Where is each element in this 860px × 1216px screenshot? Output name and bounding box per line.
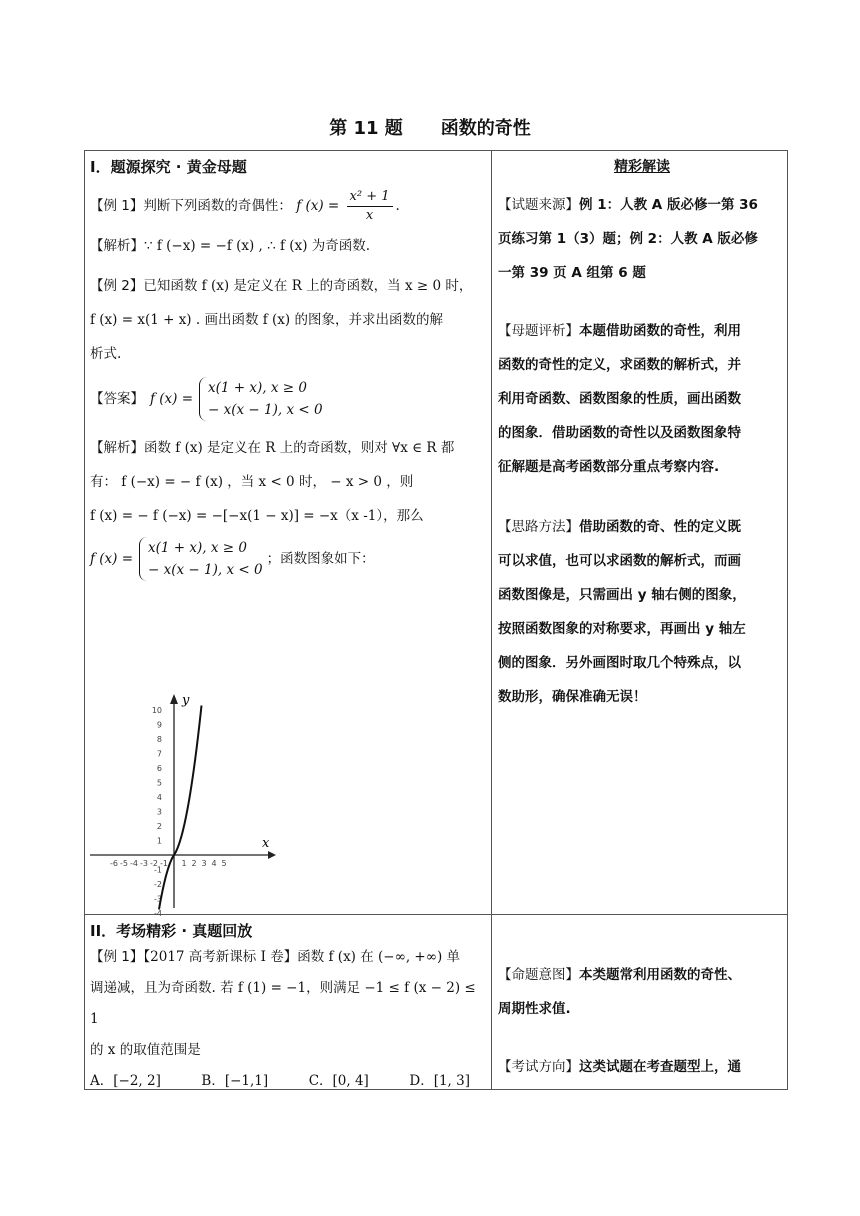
example2-line2: f (x) = x(1 + x) . 画出函数 f (x) 的图象，并求出函数的解 bbox=[90, 312, 443, 328]
title-topic: 函数的奇性 bbox=[440, 118, 531, 139]
review-line2: 函数的奇性的定义，求函数的解析式，并 bbox=[498, 357, 741, 373]
x-tick-label: -5 bbox=[120, 859, 128, 868]
exam-question bbox=[90, 942, 488, 1066]
analysis2 bbox=[90, 431, 488, 533]
exam-tag: 【例 1】 bbox=[90, 949, 144, 965]
analysis1-text: ∵ f (−x) = −f (x) , ∴ f (x) 为奇函数. bbox=[144, 238, 371, 254]
intent-block bbox=[498, 958, 786, 1026]
answer-piece-top: x(1 + x), x ≥ 0 bbox=[208, 380, 307, 396]
section1-left bbox=[90, 156, 488, 581]
method-line1: 借助函数的奇、性的定义既 bbox=[579, 519, 741, 535]
example1-fraction bbox=[347, 188, 393, 225]
x-tick-label: 3 bbox=[201, 859, 207, 868]
answer-options bbox=[90, 1066, 470, 1096]
method-tag: 【思路方法】 bbox=[498, 519, 579, 535]
example2-tag: 【例 2】 bbox=[90, 278, 144, 294]
analysis2-line3: f (x) = − f (−x) = −[−x(1 − x)] = −x（x -1），那么 bbox=[90, 508, 424, 524]
exam-line1: 函数 f (x) 在 (−∞, +∞) 单 bbox=[297, 949, 461, 965]
section2-header: II．考场精彩 · 真题回放 bbox=[90, 922, 253, 940]
method-line4: 按照函数图象的对称要求，再画出 y 轴左 bbox=[498, 621, 746, 637]
y-tick-label: 3 bbox=[156, 807, 162, 817]
answer-piecewise bbox=[199, 377, 323, 421]
example1: 【例 1】判断下列函数的奇偶性： f (x) = $\frac{\text{x² + 1}}{x}$ . bbox=[90, 189, 400, 223]
x-axis-arrow bbox=[268, 851, 276, 859]
intent-line2: 周期性求值. bbox=[498, 1001, 571, 1017]
analysis1 bbox=[90, 229, 488, 263]
review-tag: 【母题评析】 bbox=[498, 323, 579, 339]
x-tick-label: -3 bbox=[140, 859, 148, 868]
option-c[interactable]: C．[0, 4] bbox=[308, 1073, 369, 1089]
fraction-denominator: x bbox=[365, 208, 374, 223]
analysis1-tag: 【解析】 bbox=[90, 238, 144, 254]
y-tick-label: 5 bbox=[156, 778, 162, 788]
x-tick-label: -1 bbox=[160, 859, 168, 868]
intent-line1: 本类题常利用函数的奇性、 bbox=[579, 967, 741, 983]
review-line4: 的图象．借助函数的奇性以及函数图象特 bbox=[498, 425, 741, 441]
final-suffix: ；函数图象如下： bbox=[266, 551, 375, 567]
method-line6: 数助形，确保准确无误！ bbox=[498, 689, 647, 705]
y-tick-label: 7 bbox=[156, 749, 162, 759]
row-divider bbox=[84, 914, 788, 915]
final-piecewise bbox=[139, 537, 263, 581]
x-tick-label: 2 bbox=[191, 859, 197, 868]
exam-line2: 调递减，且为奇函数. 若 f (1) = −1，则满足 −1 ≤ f (x − 2) ≤ 1 bbox=[90, 980, 476, 1027]
example1-tag: 【例 1】 bbox=[90, 198, 144, 214]
review-block bbox=[498, 314, 786, 484]
final-piece-top: x(1 + x), x ≥ 0 bbox=[148, 540, 247, 556]
final-formula bbox=[90, 537, 488, 581]
page-title bbox=[0, 114, 860, 140]
example2 bbox=[90, 269, 488, 371]
y-tick-label: -4 bbox=[154, 909, 162, 918]
source-line2: 页练习第 1（3）题；例 2：人教 A 版必修 bbox=[498, 231, 758, 247]
y-tick-label: 10 bbox=[151, 706, 162, 715]
x-tick-label: -2 bbox=[150, 859, 158, 868]
answer bbox=[90, 377, 488, 421]
direction-block bbox=[498, 1050, 786, 1084]
x-tick-label: 5 bbox=[221, 859, 227, 868]
answer-lhs: f (x) = bbox=[150, 391, 194, 407]
exam-line3: 的 x 的取值范围是 bbox=[90, 1042, 201, 1058]
function-graph bbox=[90, 690, 280, 918]
source-block bbox=[498, 188, 786, 290]
method-line5: 侧的图象．另外画图时取几个特殊点，以 bbox=[498, 655, 741, 671]
final-piece-bottom: − x(x − 1), x < 0 bbox=[148, 562, 263, 578]
section2-right bbox=[498, 920, 786, 1084]
exam-source: 【2017 高考新课标 I 卷】 bbox=[143, 949, 298, 965]
y-tick-label: 8 bbox=[156, 735, 162, 744]
y-axis-arrow bbox=[170, 694, 178, 704]
direction-tag: 【考试方向】 bbox=[498, 1059, 579, 1075]
title-number: 第 11 题 bbox=[329, 118, 403, 139]
y-axis-label: y bbox=[182, 693, 190, 708]
x-tick-label: 4 bbox=[211, 859, 217, 868]
y-tick-label: 4 bbox=[156, 793, 162, 802]
source-line1: 例 1：人教 A 版必修一第 36 bbox=[579, 197, 758, 213]
y-tick-label: -2 bbox=[154, 880, 162, 889]
source-tag: 【试题来源】 bbox=[498, 197, 579, 213]
fraction-numerator: x² + 1 bbox=[347, 188, 393, 207]
analysis2-tag: 【解析】 bbox=[90, 440, 144, 456]
example2-line1: 已知函数 f (x) 是定义在 R 上的奇函数，当 x ≥ 0 时， bbox=[143, 278, 473, 294]
method-line2: 可以求值，也可以求函数的解析式，而画 bbox=[498, 553, 741, 569]
analysis2-line1: 函数 f (x) 是定义在 R 上的奇函数，则对 ∀x ∈ R 都 bbox=[144, 440, 455, 456]
x-tick-label: 1 bbox=[181, 859, 187, 868]
answer-tag: 【答案】 bbox=[90, 391, 144, 407]
y-tick-labels bbox=[152, 706, 162, 918]
review-line1: 本题借助函数的奇性，利用 bbox=[579, 323, 741, 339]
intent-tag: 【命题意图】 bbox=[498, 967, 579, 983]
source-line3: 一第 39 页 A 组第 6 题 bbox=[498, 265, 646, 281]
y-tick-label: 2 bbox=[156, 822, 162, 831]
x-tick-label: -6 bbox=[110, 859, 118, 868]
analysis2-line2: 有： f (−x) = − f (x) ，当 x < 0 时， − x > 0 ，则 bbox=[90, 474, 414, 490]
answer-piece-bottom: − x(x − 1), x < 0 bbox=[208, 402, 323, 418]
option-a[interactable]: A．[−2, 2] bbox=[90, 1073, 161, 1089]
y-tick-label: -1 bbox=[154, 865, 162, 875]
method-block bbox=[498, 510, 786, 714]
direction-line1: 这类试题在考查题型上，通 bbox=[579, 1059, 741, 1075]
option-b[interactable]: B．[−1,1] bbox=[201, 1073, 269, 1089]
y-tick-label: 9 bbox=[156, 720, 162, 730]
review-line3: 利用奇函数、函数图象的性质，画出函数 bbox=[498, 391, 741, 407]
y-tick-label: -3 bbox=[154, 894, 162, 904]
section1-right bbox=[498, 156, 786, 714]
review-line5: 征解题是高考函数部分重点考察内容. bbox=[498, 459, 720, 475]
y-tick-label: 6 bbox=[156, 764, 162, 773]
example1-formula-lhs: f (x) = bbox=[296, 198, 340, 214]
final-lhs: f (x) = bbox=[90, 551, 134, 567]
x-axis-label: x bbox=[262, 836, 270, 851]
method-line3: 函数图像是，只需画出 y 轴右侧的图象， bbox=[498, 587, 746, 603]
option-d[interactable]: D．[1, 3] bbox=[409, 1073, 470, 1089]
y-tick-label: 1 bbox=[156, 836, 162, 846]
example1-text: 判断下列函数的奇偶性： bbox=[143, 198, 292, 214]
example2-line3: 析式. bbox=[90, 346, 122, 362]
section1-header: I．题源探究 · 黄金母题 bbox=[90, 158, 247, 176]
highlights-header: 精彩解读 bbox=[614, 159, 670, 175]
column-divider bbox=[491, 150, 492, 1090]
x-tick-label: -4 bbox=[130, 859, 138, 868]
section2-left bbox=[90, 920, 488, 1096]
